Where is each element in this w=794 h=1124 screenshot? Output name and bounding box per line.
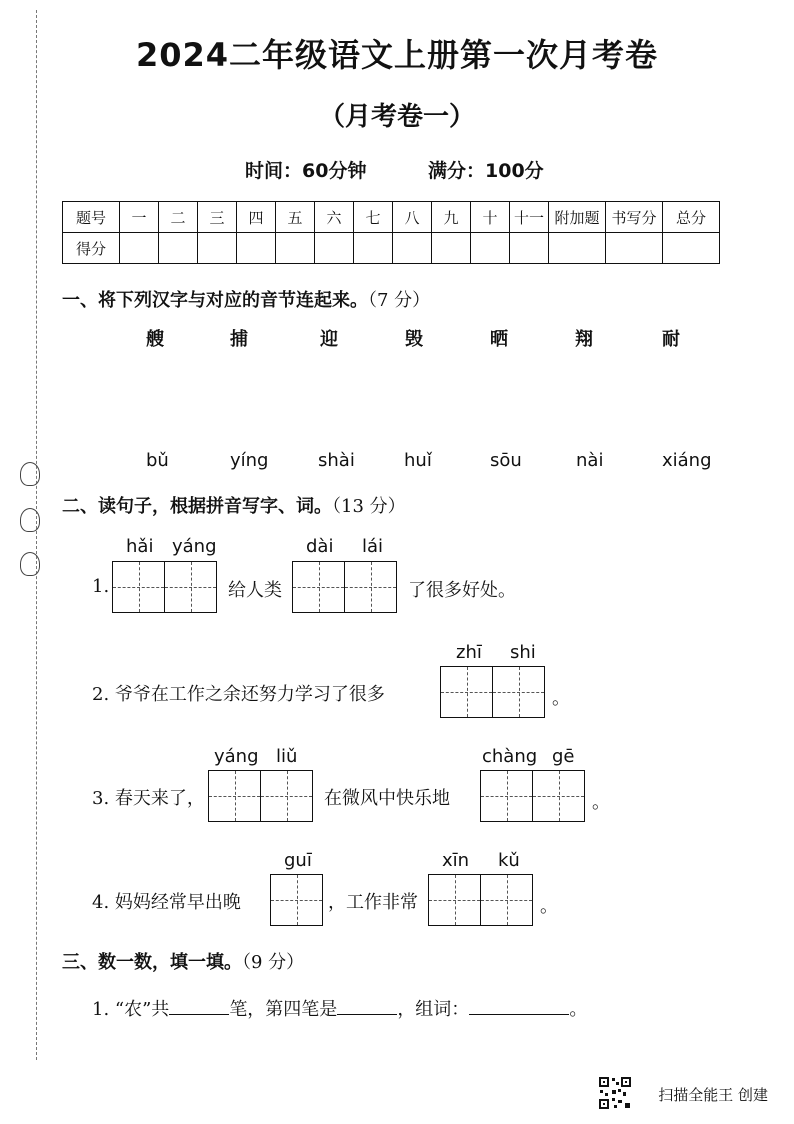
blank-stroke-count[interactable] (169, 994, 229, 1015)
fill-question: 1. “农”共 笔，第四笔是 ，组词： 。 (92, 994, 587, 1021)
sentence-text: 3. 春天来了， (92, 788, 205, 809)
character-item: 耐 (662, 329, 680, 350)
sentence-text: 2. 爷爷在工作之余还努力学习了很多 (92, 684, 385, 705)
header-cell: 八 (393, 202, 432, 233)
sentence-text: ，工作非常 (328, 892, 418, 913)
grid-cell[interactable] (165, 562, 216, 612)
pinyin-hint: yáng (214, 746, 259, 767)
character-item: 迎 (320, 329, 338, 350)
binding-hole-mark (20, 552, 40, 576)
binding-dashed-line (36, 10, 37, 1060)
header-cell: 书写分 (606, 202, 663, 233)
writing-grid[interactable] (112, 561, 217, 613)
pinyin-item: shài (318, 450, 355, 471)
header-cell: 总分 (663, 202, 720, 233)
character-item: 艘 (146, 329, 164, 350)
sentence-end: 。 (540, 896, 558, 917)
writing-grid[interactable] (270, 874, 323, 926)
header-cell: 九 (432, 202, 471, 233)
sentence-text: 4. 妈妈经常早出晚 (92, 892, 241, 913)
grid-cell[interactable] (209, 771, 261, 821)
header-cell: 题号 (63, 202, 120, 233)
score-cell[interactable] (159, 233, 198, 264)
header-cell: 二 (159, 202, 198, 233)
pinyin-hint: shi (510, 642, 536, 663)
score-cell[interactable] (120, 233, 159, 264)
grid-cell[interactable] (493, 667, 544, 717)
binding-hole-mark (20, 508, 40, 532)
score-cell[interactable] (198, 233, 237, 264)
section-3-heading: 三、数一数，填一填。（9 分） (62, 952, 305, 973)
pinyin-item: huǐ (404, 450, 432, 471)
grid-cell[interactable] (481, 771, 533, 821)
header-cell: 附加题 (549, 202, 606, 233)
pinyin-item: bǔ (146, 450, 169, 471)
header-cell: 十一 (510, 202, 549, 233)
score-cell[interactable] (237, 233, 276, 264)
writing-grid[interactable] (480, 770, 585, 822)
page-subtitle: （月考卷一） (318, 102, 475, 132)
score-cell[interactable] (315, 233, 354, 264)
character-item: 捕 (230, 329, 248, 350)
header-cell: 七 (354, 202, 393, 233)
blank-fourth-stroke[interactable] (337, 994, 397, 1015)
pinyin-item: sōu (490, 450, 522, 471)
pinyin-hint: guī (284, 850, 312, 871)
score-cell[interactable] (471, 233, 510, 264)
grid-cell[interactable] (261, 771, 312, 821)
header-cell: 三 (198, 202, 237, 233)
writing-grid[interactable] (292, 561, 397, 613)
blank-word[interactable] (469, 994, 569, 1015)
score-cell[interactable] (276, 233, 315, 264)
pinyin-hint: kǔ (498, 850, 520, 871)
writing-grid[interactable] (208, 770, 313, 822)
binding-hole-mark (20, 462, 40, 486)
qr-code-icon (598, 1076, 632, 1110)
grid-cell[interactable] (533, 771, 584, 821)
pinyin-hint: chàng (482, 746, 538, 767)
pinyin-hint: yáng (172, 536, 217, 557)
pinyin-item: yíng (230, 450, 269, 471)
sentence-end: 。 (592, 792, 610, 813)
score-cell[interactable] (393, 233, 432, 264)
score-cell[interactable] (354, 233, 393, 264)
sentence-text: 给人类 (228, 580, 282, 601)
score-cell[interactable] (663, 233, 720, 264)
full-score: 满分：100分 (428, 160, 544, 182)
pinyin-hint: xīn (442, 850, 470, 871)
header-cell: 十 (471, 202, 510, 233)
section-1-heading: 一、将下列汉字与对应的音节连起来。（7 分） (62, 290, 431, 311)
scanner-app-label: 扫描全能王 创建 (658, 1086, 768, 1104)
pinyin-item: xiáng (662, 450, 712, 471)
score-table-header-row (63, 202, 720, 233)
question-number: 1. (92, 576, 110, 597)
pinyin-hint: hǎi (126, 536, 154, 557)
sentence-end: 。 (552, 688, 570, 709)
header-cell: 一 (120, 202, 159, 233)
grid-cell[interactable] (429, 875, 481, 925)
header-cell: 六 (315, 202, 354, 233)
grid-cell[interactable] (441, 667, 493, 717)
grid-cell[interactable] (271, 875, 322, 925)
section-2-heading: 二、读句子，根据拼音写字、词。（13 分） (62, 496, 406, 517)
pinyin-hint: lái (362, 536, 384, 557)
score-table-score-row (63, 233, 720, 264)
exam-time: 时间：60分钟 (245, 160, 367, 182)
pinyin-hint: gē (552, 746, 575, 767)
score-table (62, 201, 720, 264)
score-cell[interactable] (432, 233, 471, 264)
score-cell[interactable] (549, 233, 606, 264)
pinyin-hint: dài (306, 536, 334, 557)
writing-grid[interactable] (440, 666, 545, 718)
grid-cell[interactable] (293, 562, 345, 612)
header-cell: 五 (276, 202, 315, 233)
grid-cell[interactable] (345, 562, 396, 612)
header-cell: 四 (237, 202, 276, 233)
character-item: 毁 (405, 329, 423, 350)
page-title: 2024二年级语文上册第一次月考卷 (135, 36, 659, 74)
character-item: 翔 (575, 329, 593, 350)
row-label: 得分 (63, 233, 120, 264)
score-cell[interactable] (606, 233, 663, 264)
score-cell[interactable] (510, 233, 549, 264)
writing-grid[interactable] (428, 874, 533, 926)
pinyin-hint: zhī (456, 642, 482, 663)
sentence-text: 了很多好处。 (408, 580, 516, 601)
character-item: 晒 (490, 329, 508, 350)
pinyin-hint: liǔ (276, 746, 298, 767)
pinyin-item: nài (576, 450, 604, 471)
grid-cell[interactable] (481, 875, 532, 925)
sentence-text: 在微风中快乐地 (324, 788, 450, 809)
grid-cell[interactable] (113, 562, 165, 612)
